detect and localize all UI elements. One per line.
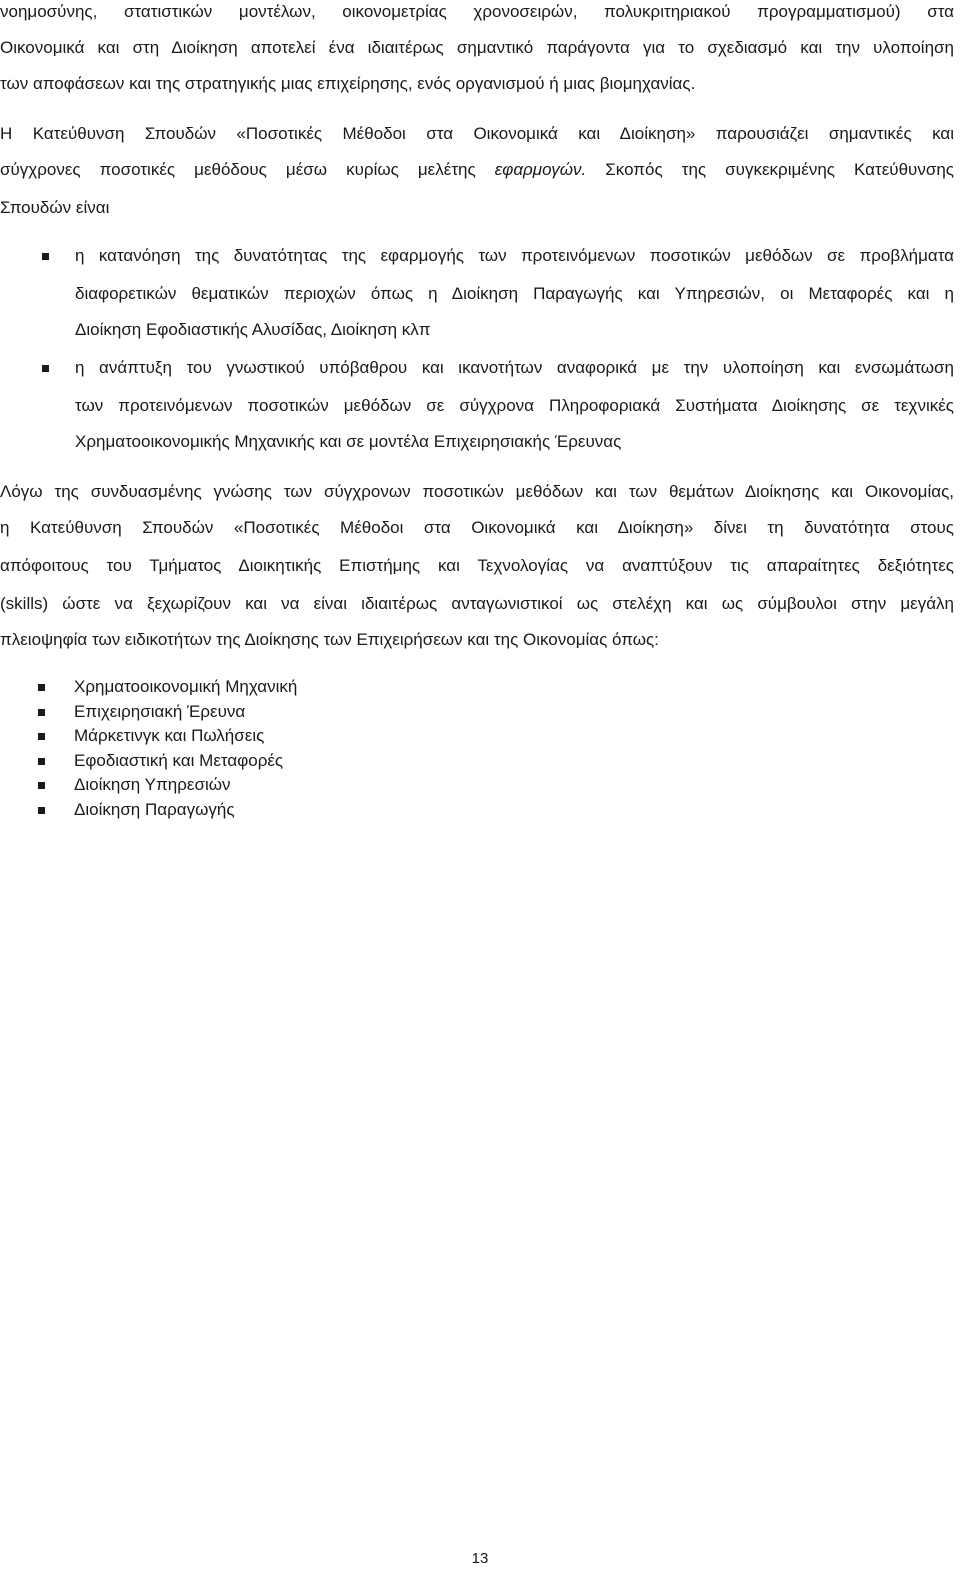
intro-paragraph-line: νοημοσύνης, στατιστικών μοντέλων, οικονομετρίας χρονοσειρών, πολυκριτηριακού προγραμματισμού) στα xyxy=(0,2,954,21)
specialty-item: Επιχειρησιακή Έρευνα xyxy=(74,702,246,721)
square-bullet-icon xyxy=(38,807,45,814)
square-bullet-icon xyxy=(38,684,45,691)
skills-paragraph-line: η Κατεύθυνση Σπουδών «Ποσοτικές Μέθοδοι στα Οικονομικά και Διοίκηση» δίνει τη δυνατότητα στους xyxy=(0,518,954,537)
direction-text: σύγχρονες ποσοτικές μεθόδους μέσω κυρίως μελέτης xyxy=(0,160,495,179)
aim-line: η κατανόηση της δυνατότητας της εφαρμογής των προτεινόμενων ποσοτικών μεθόδων σε προβλήματα xyxy=(75,246,954,265)
intro-paragraph-line: Οικονομικά και στη Διοίκηση αποτελεί ένα ιδιαιτέρως σημαντικό παράγοντα για το σχεδιασμό και την υλοποίηση xyxy=(0,38,954,57)
specialty-item: Διοίκηση Υπηρεσιών xyxy=(74,775,231,794)
aim-line: Διοίκηση Εφοδιαστικής Αλυσίδας, Διοίκηση κλπ xyxy=(75,320,431,339)
square-bullet-icon xyxy=(42,253,49,260)
square-bullet-icon xyxy=(42,365,49,372)
direction-text: Σκοπός της συγκεκριμένης Κατεύθυνσης xyxy=(586,160,954,179)
direction-paragraph-line: Η Κατεύθυνση Σπουδών «Ποσοτικές Μέθοδοι στα Οικονομικά και Διοίκηση» παρουσιάζει σημαντικές και xyxy=(0,124,954,143)
square-bullet-icon xyxy=(38,782,45,789)
specialty-item: Χρηματοοικονομική Μηχανική xyxy=(74,677,298,696)
direction-italic-text: εφαρμογών. xyxy=(494,160,587,179)
intro-paragraph-line: των αποφάσεων και της στρατηγικής μιας επιχείρησης, ενός οργανισμού ή μιας βιομηχανίας. xyxy=(0,74,696,93)
skills-paragraph-line: Λόγω της συνδυασμένης γνώσης των σύγχρονων ποσοτικών μεθόδων και των θεμάτων Διοίκησης και Οικονομίας, xyxy=(0,482,954,501)
direction-paragraph-line xyxy=(0,159,954,181)
skills-paragraph-line: απόφοιτους του Τμήματος Διοικητικής Επιστήμης και Τεχνολογίας να αναπτύξουν τις απαραίτητες δεξιότητες xyxy=(0,556,954,575)
aim-line: των προτεινόμενων ποσοτικών μεθόδων σε σύγχρονα Πληροφοριακά Συστήματα Διοίκησης σε τεχνικές xyxy=(75,396,954,415)
skills-paragraph-line: πλειοψηφία των ειδικοτήτων της Διοίκησης των Επιχειρήσεων και της Οικονομίας όπως: xyxy=(0,630,659,649)
skills-paragraph-line: (skills) ώστε να ξεχωρίζουν και να είναι ιδιαιτέρως ανταγωνιστικοί ως στελέχη και ως σύμβουλοι στην μεγάλη xyxy=(0,594,954,613)
square-bullet-icon xyxy=(38,733,45,740)
square-bullet-icon xyxy=(38,758,45,765)
aim-line: η ανάπτυξη του γνωστικού υπόβαθρου και ικανοτήτων αναφορικά με την υλοποίηση και ενσωμάτωση xyxy=(75,358,954,377)
aim-line: διαφορετικών θεματικών περιοχών όπως η Διοίκηση Παραγωγής και Υπηρεσιών, οι Μεταφορές και η xyxy=(75,284,954,303)
specialty-item: Εφοδιαστική και Μεταφορές xyxy=(74,751,284,770)
page-number: 13 xyxy=(471,1550,489,1567)
specialty-item: Μάρκετινγκ και Πωλήσεις xyxy=(74,726,265,745)
specialty-item: Διοίκηση Παραγωγής xyxy=(74,800,235,819)
direction-paragraph-line: Σπουδών είναι xyxy=(0,198,110,217)
square-bullet-icon xyxy=(38,709,45,716)
aim-line: Χρηματοοικονομικής Μηχανικής και σε μοντέλα Επιχειρησιακής Έρευνας xyxy=(75,432,622,451)
